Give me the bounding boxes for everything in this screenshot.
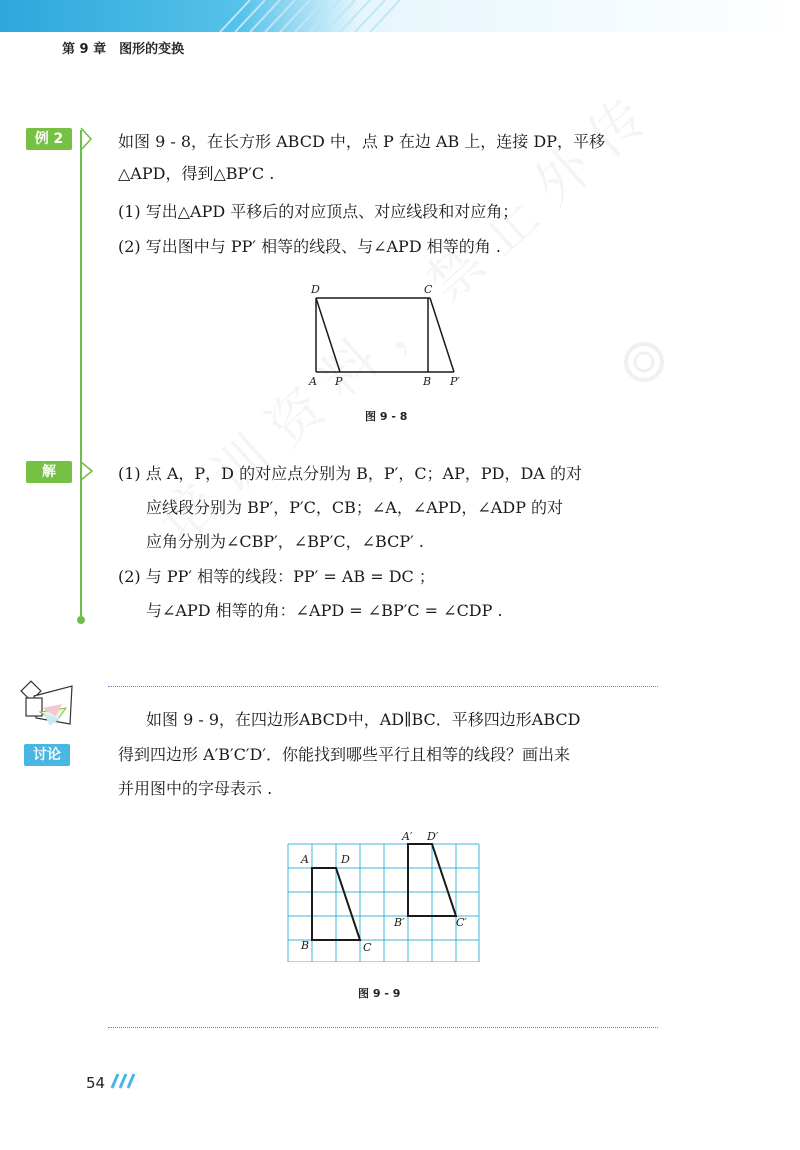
point-p-prime-label: P′ bbox=[450, 375, 460, 388]
discussion-line-2: 得到四边形 A′B′C′D′．你能找到哪些平行且相等的线段？画出来 bbox=[118, 745, 571, 764]
solution-line-3: 应角分别为∠CBP′，∠BP′C，∠BCP′ . bbox=[146, 532, 424, 551]
figure-9-9-caption: 图 9 - 9 bbox=[358, 987, 401, 1000]
chapter-title: 第 9 章 图形的变换 bbox=[62, 42, 185, 57]
point-c-prime-label: C′ bbox=[456, 916, 467, 929]
example-question-2: (2) 写出图中与 PP′ 相等的线段、与∠APD 相等的角 . bbox=[118, 237, 501, 256]
solution-line-1: (1) 点 A，P，D 的对应点分别为 B，P′，C；AP，PD，DA 的对 bbox=[118, 464, 582, 483]
figure-9-8-caption: 图 9 - 8 bbox=[365, 410, 408, 423]
example-line-2: △APD，得到△BP′C . bbox=[118, 164, 275, 183]
geometry-tools-icon bbox=[16, 678, 80, 734]
watermark-swirl-icon bbox=[622, 340, 666, 384]
point-p-label: P bbox=[335, 375, 343, 388]
point-c-label: C bbox=[424, 283, 433, 296]
figure-9-9 bbox=[286, 826, 486, 962]
discussion-line-3: 并用图中的字母表示 . bbox=[118, 779, 273, 798]
point-b-label-2: B bbox=[301, 939, 310, 952]
point-a-label-2: A bbox=[301, 853, 309, 866]
solution-pointer-icon bbox=[78, 459, 96, 485]
point-a-prime-label: A′ bbox=[402, 830, 413, 843]
point-c-label-2: C bbox=[363, 941, 372, 954]
example-question-1: (1) 写出△APD 平移后的对应顶点、对应线段和对应角； bbox=[118, 202, 519, 221]
point-a-label: A bbox=[309, 375, 317, 388]
discussion-top-divider bbox=[108, 686, 658, 687]
point-b-label: B bbox=[423, 375, 432, 388]
point-d-label-2: D bbox=[341, 853, 350, 866]
point-d-label: D bbox=[311, 283, 320, 296]
section-end-dot bbox=[77, 616, 85, 624]
point-d-prime-label: D′ bbox=[427, 830, 439, 843]
page-number: 54 bbox=[86, 1074, 106, 1092]
example-line-1: 如图 9 - 8，在长方形 ABCD 中，点 P 在边 AB 上，连接 DP，平移 bbox=[118, 132, 605, 151]
discussion-label: 讨论 bbox=[24, 744, 70, 766]
discussion-bottom-divider bbox=[108, 1027, 658, 1028]
solution-line-2: 应线段分别为 BP′，P′C，CB；∠A，∠APD，∠ADP 的对 bbox=[146, 498, 564, 517]
solution-line-4: (2) 与 PP′ 相等的线段：PP′ = AB = DC ； bbox=[118, 567, 435, 586]
solution-label: 解 bbox=[26, 461, 72, 483]
example-pointer-icon bbox=[78, 126, 94, 154]
section-divider-line bbox=[80, 130, 82, 620]
page-slashes-decoration bbox=[108, 1072, 138, 1090]
example-label: 例 2 bbox=[26, 128, 72, 150]
solution-line-5: 与∠APD 相等的角：∠APD = ∠BP′C = ∠CDP . bbox=[146, 601, 503, 620]
discussion-line-1: 如图 9 - 9，在四边形ABCD中，AD∥BC．平移四边形ABCD bbox=[146, 710, 581, 729]
point-b-prime-label: B′ bbox=[394, 916, 405, 929]
